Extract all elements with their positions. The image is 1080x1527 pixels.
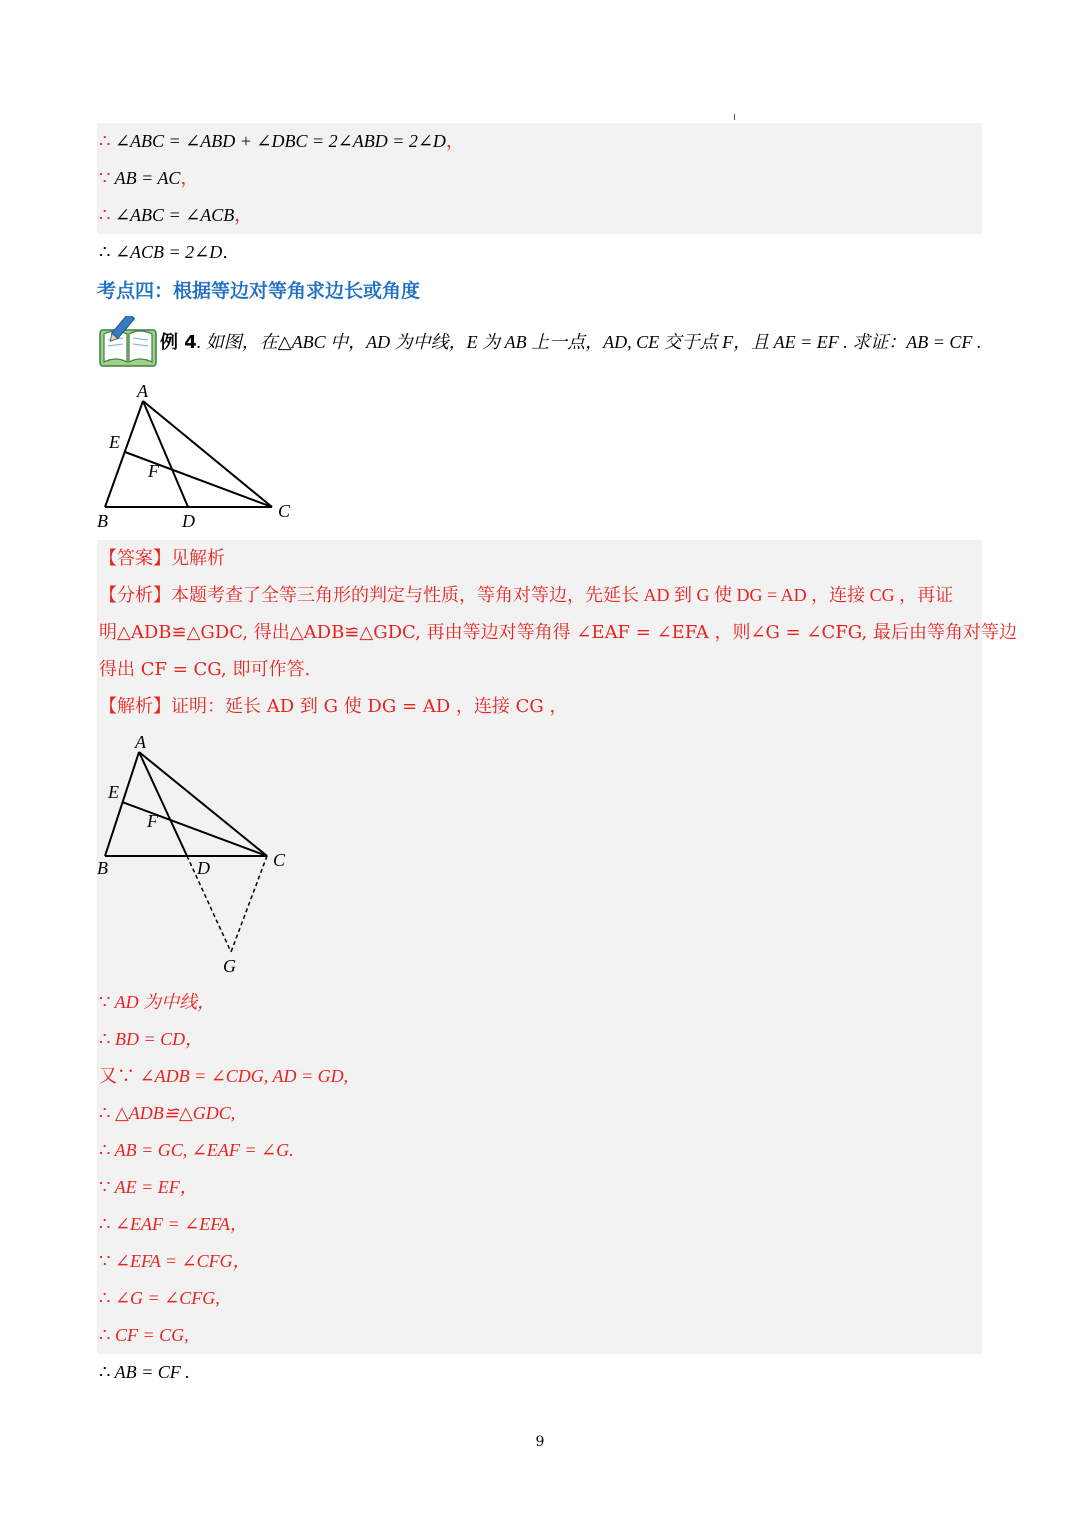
proof-line: ∴ AB = GC, ∠EAF = ∠G.: [97, 1132, 982, 1169]
page-number: 9: [535, 1434, 545, 1450]
label-e: E: [108, 782, 119, 802]
label-a: A: [135, 732, 146, 752]
label-c: C: [273, 850, 286, 870]
because-symbol: ∵: [99, 168, 111, 189]
label-c: C: [278, 501, 291, 521]
therefore-symbol: ∴: [99, 242, 111, 263]
proof-line: ∴ ∠ABC = ∠ACB，: [97, 197, 982, 234]
label-e: E: [109, 432, 120, 452]
therefore-symbol: ∴: [99, 1103, 111, 1124]
proof-line: ∴ ∠G = ∠CFG,: [97, 1280, 982, 1317]
therefore-symbol: ∴: [99, 131, 111, 152]
analysis-line: 明△ADB≌△GDC, 得出△ADB≌△GDC, 再由等边对等角得 ∠EAF = ∠EFA ，则∠G = ∠CFG, 最后由等角对等边: [97, 614, 982, 651]
label-f: F: [148, 461, 159, 481]
analysis-line: 得出 CF = CG, 即可作答.: [97, 651, 982, 688]
triangle-figure-2: [95, 730, 305, 980]
proof-line: ∵ ∠EFA = ∠CFG，: [97, 1243, 982, 1280]
answer-line: 【答案】见解析: [97, 540, 982, 577]
proof-line: ∵ AE = EF，: [97, 1169, 982, 1206]
label-f: F: [147, 811, 158, 831]
proof-conclusion-line: ∴ ∠ACB = 2∠D.: [99, 242, 228, 263]
segment-cg-dashed: [231, 856, 267, 952]
because-symbol: ∵: [99, 1177, 111, 1198]
proof-line: ∴ ∠EAF = ∠EFA，: [97, 1206, 982, 1243]
label-g: G: [223, 956, 236, 976]
proof-line: ∴ BD = CD，: [97, 1021, 982, 1058]
proof-line: ∴ CF = CG,: [97, 1317, 982, 1354]
proof-line: ∴ △ADB≌△GDC,: [97, 1095, 982, 1132]
proof-conclusion-line: ∴ AB = CF .: [99, 1362, 190, 1383]
example-statement: 例 4. 如图，在△ABC 中，AD 为中线，E 为 AB 上一点，AD, CE 交于点 F，且 AE = EF . 求证：AB = CF .: [160, 332, 982, 353]
triangle-figure-1: [95, 380, 305, 530]
segment-ad: [139, 752, 187, 856]
segment-ac: [143, 401, 272, 507]
because-symbol: ∵: [99, 992, 111, 1013]
therefore-symbol: ∴: [99, 1029, 111, 1050]
therefore-symbol: ∴: [99, 205, 111, 226]
label-b: B: [97, 858, 108, 878]
therefore-symbol: ∴: [99, 1362, 111, 1383]
segment-ad: [143, 401, 188, 507]
label-d: D: [197, 858, 210, 878]
therefore-symbol: ∴: [99, 1288, 111, 1309]
proof-line: ∵ AB = AC，: [97, 160, 982, 197]
because-symbol: 又∵: [99, 1066, 135, 1087]
proof-line: 又∵ ∠ADB = ∠CDG, AD = GD,: [97, 1058, 982, 1095]
proof-line: ∴ ∠ABC = ∠ABD + ∠DBC = 2∠ABD = 2∠D，: [97, 123, 982, 160]
label-b: B: [97, 511, 108, 530]
section-heading: 考点四：根据等边对等角求边长或角度: [97, 280, 421, 302]
therefore-symbol: ∴: [99, 1325, 111, 1346]
segment-ab: [105, 752, 139, 856]
label-a: A: [137, 381, 148, 401]
segment-ab: [105, 401, 143, 507]
segment-ce: [122, 802, 267, 856]
proof-line: ∵ AD 为中线，: [97, 984, 982, 1021]
analysis-line: 【分析】本题考查了全等三角形的判定与性质，等角对等边，先延长 AD 到 G 使 DG = AD ，连接 CG ，再证: [97, 577, 982, 614]
segment-ac: [139, 752, 267, 856]
analysis-tag: 【分析】: [99, 585, 171, 606]
example-label: 例 4: [160, 332, 197, 353]
answer-tag: 【答案】: [99, 548, 171, 569]
therefore-symbol: ∴: [99, 1214, 111, 1235]
solution-tag: 【解析】: [99, 696, 171, 717]
because-symbol: ∵: [99, 1251, 111, 1272]
solution-line: 【解析】证明：延长 AD 到 G 使 DG = AD ，连接 CG ，: [97, 688, 982, 725]
label-d: D: [182, 511, 195, 530]
scan-mark: [734, 114, 735, 120]
book-pencil-icon: [98, 316, 158, 368]
therefore-symbol: ∴: [99, 1140, 111, 1161]
